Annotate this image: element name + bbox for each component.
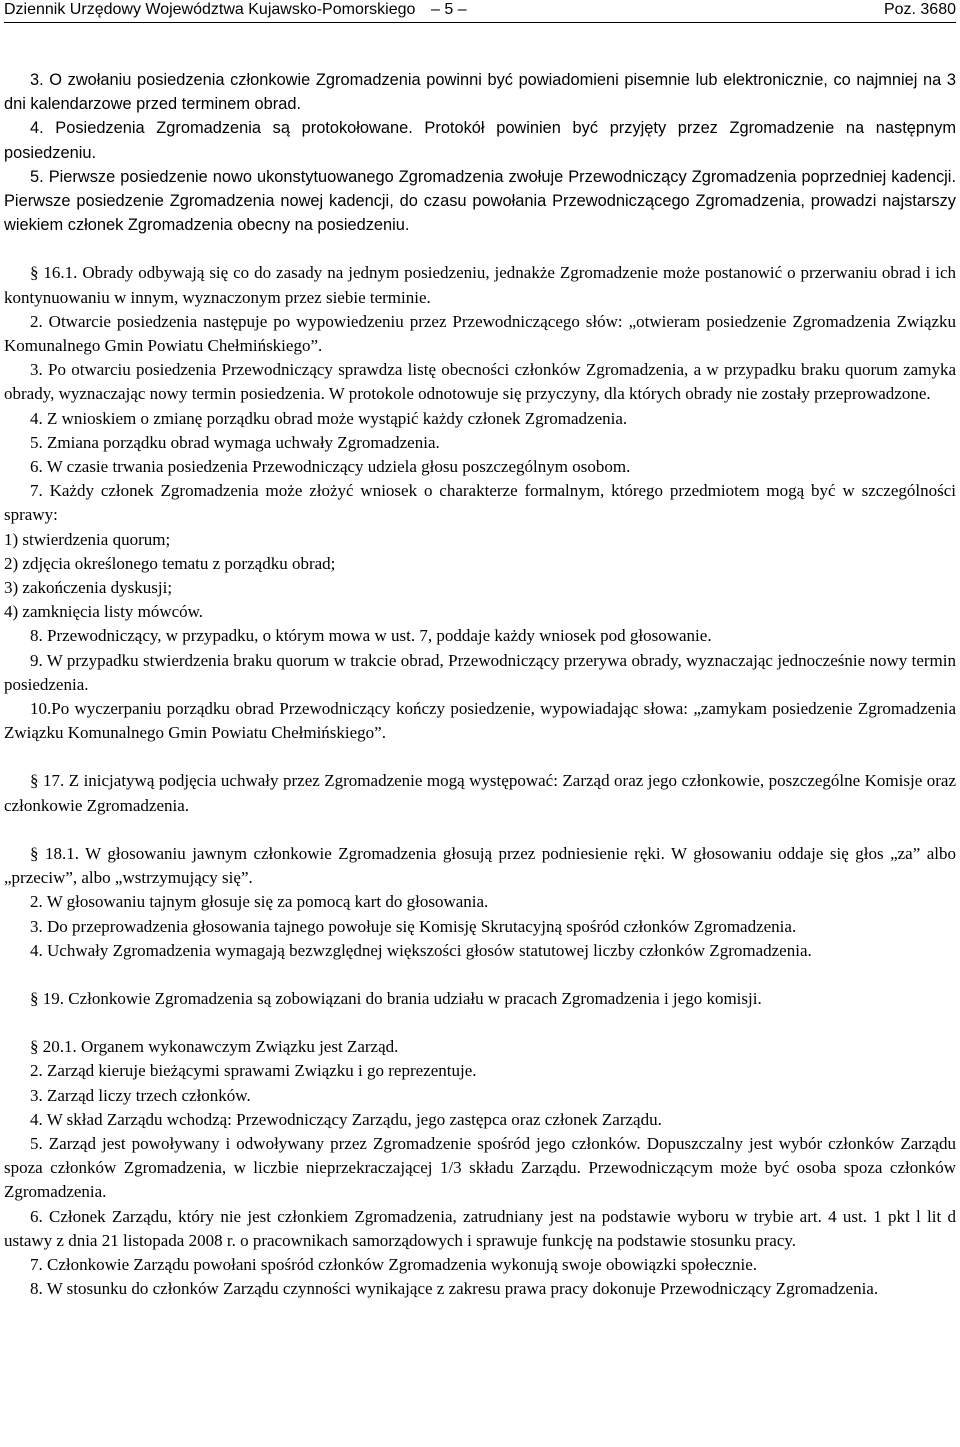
paragraph: 4. Z wnioskiem o zmianę porządku obrad może wystąpić każdy członek Zgromadzenia. [30,408,628,428]
paragraph: 6. Członek Zarządu, który nie jest członkiem Zgromadzenia, zatrudniany jest na podstawie wyboru w trybie art. 4 ust. 1 pkt l lit d ustawy z dnia 21 listopada 2008 r. o pracownikach samorządowych i sprawuje funkcję na podstawie stosunku pracy. [4,1206,956,1250]
header-rule [4,22,956,23]
paragraph: 10.Po wyczerpaniu porządku obrad Przewodniczący kończy posiedzenie, wypowiadając słowa: „zamykam posiedzenie Zgromadzenia Związku Komunalnego Gmin Powiatu Chełmińskiego”. [4,699,956,743]
journal-title: Dziennik Urzędowy Województwa Kujawsko-Pomorskiego [4,1,416,18]
list-item: 3) zakończenia dyskusji; [4,578,173,598]
document-body [4,68,956,1301]
position-number: Poz. 3680 [883,1,956,18]
section-paragraph: § 18.1. W głosowaniu jawnym członkowie Zgromadzenia głosują przez podniesienie ręki. W głosowaniu oddaje się głos „za” albo „przeciw”, albo „wstrzymujący się”. [4,843,956,888]
paragraph: 2. Otwarcie posiedzenia następuje po wypowiedzeniu przez Przewodniczącego słów: „otwieram posiedzenie Zgromadzenia Związku Komunalnego Gmin Powiatu Chełmińskiego”. [4,311,956,356]
list-item: 2) zdjęcia określonego tematu z porządku obrad; [4,553,336,573]
section-paragraph: § 20.1. Organem wykonawczym Związku jest Zarząd. [30,1037,399,1057]
paragraph: 4. Uchwały Zgromadzenia wymagają bezwzględnej większości głosów statutowej liczby członków Zgromadzenia. [30,940,812,960]
document-page [4,0,956,1447]
paragraph: 9. W przypadku stwierdzenia braku quorum w trakcie obrad, Przewodniczący przerywa obrady, wyznaczając jednocześnie nowy termin posiedzenia. [4,650,956,694]
paragraph: 8. W stosunku do członków Zarządu czynności wynikające z zakresu prawa pracy dokonuje Przewodniczący Zgromadzenia. [30,1279,879,1299]
paragraph: 8. Przewodniczący, w przypadku, o którym mowa w ust. 7, poddaje każdy wniosek pod głosowanie. [30,626,712,646]
page-header [4,0,956,20]
section-paragraph: § 16.1. Obrady odbywają się co do zasady na jednym posiedzeniu, jednakże Zgromadzenie może postanowić o przerwaniu obrad i ich kontynuowaniu w innym, wyznaczonym przez siebie terminie. [4,263,956,307]
paragraph: 7. Każdy członek Zgromadzenia może złożyć wniosek o charakterze formalnym, którego przedmiotem mogą być w szczególności sprawy: [4,481,956,525]
list-item: 1) stwierdzenia quorum; [4,529,171,549]
paragraph: 3. Zarząd liczy trzech członków. [30,1085,251,1105]
paragraph: 4. W skład Zarządu wchodzą: Przewodniczący Zarządu, jego zastępca oraz członek Zarządu. [30,1109,662,1129]
paragraph: 2. W głosowaniu tajnym głosuje się za pomocą kart do głosowania. [30,892,489,912]
paragraph: 6. W czasie trwania posiedzenia Przewodniczący udziela głosu poszczególnym osobom. [30,457,631,477]
paragraph: 3. Do przeprowadzenia głosowania tajnego powołuje się Komisję Skrutacyjną spośród członków Zgromadzenia. [30,916,797,936]
paragraph: 3. Po otwarciu posiedzenia Przewodniczący sprawdza listę obecności członków Zgromadzenia, a w przypadku braku quorum zamyka obrady, wyznaczając nowy termin posiedzenia. W protokole odnotowuje się przyczyny, dla których obrady nie zostały przeprowadzone. [4,360,956,404]
paragraph: 5. Zarząd jest powoływany i odwoływany przez Zgromadzenie spośród jego członków. Dopuszczalny jest wybór członków Zarządu spoza członków Zgromadzenia, w liczbie nieprzekraczającej 1/3 składu Zarządu. Przewodniczącym może być osoba spoza członków Zgromadzenia. [4,1133,956,1202]
section-paragraph: § 17. Z inicjatywą podjęcia uchwały przez Zgromadzenie mogą występować: Zarząd oraz jego członkowie, poszczególne Komisje oraz członkowie Zgromadzenia. [4,771,956,815]
paragraph: 5. Zmiana porządku obrad wymaga uchwały Zgromadzenia. [30,432,440,452]
paragraph: 3. O zwołaniu posiedzenia członkowie Zgromadzenia powinni być powiadomieni pisemnie lub elektronicznie, co najmniej na 3 dni kalendarzowe przed terminem obrad. [4,71,956,114]
section-paragraph: § 19. Członkowie Zgromadzenia są zobowiązani do brania udziału w pracach Zgromadzenia i jego komisji. [30,988,762,1008]
paragraph: 7. Członkowie Zarządu powołani spośród członków Zgromadzenia wykonują swoje obowiązki społecznie. [30,1254,758,1274]
paragraph: 2. Zarząd kieruje bieżącymi sprawami Związku i go reprezentuje. [30,1061,477,1081]
list-item: 4) zamknięcia listy mówców. [4,602,204,622]
page-number: – 5 – [431,1,467,18]
paragraph: 4. Posiedzenia Zgromadzenia są protokołowane. Protokół powinien być przyjęty przez Zgromadzenie na następnym posiedzeniu. [4,119,956,162]
paragraph: 5. Pierwsze posiedzenie nowo ukonstytuowanego Zgromadzenia zwołuje Przewodniczący Zgromadzenia poprzedniej kadencji. Pierwsze posiedzenie Zgromadzenia nowej kadencji, do czasu powołania Przewodniczącego Zgromadzenia, prowadzi najstarszy wiekiem członek Zgromadzenia obecny na posiedzeniu. [4,167,956,235]
